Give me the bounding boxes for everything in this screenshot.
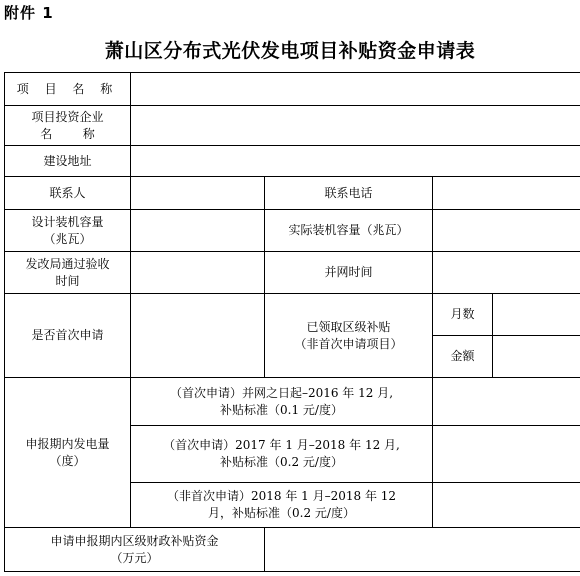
label-grid-time: 并网时间: [265, 252, 433, 294]
period-1-value[interactable]: [433, 378, 580, 426]
label-contact-phone: 联系电话: [265, 177, 433, 210]
address-value[interactable]: [131, 146, 580, 177]
subsidy-fund-value[interactable]: [265, 528, 580, 572]
actual-capacity-value[interactable]: [433, 210, 580, 252]
form-title: 萧山区分布式光伏发电项目补贴资金申请表: [104, 40, 476, 62]
label-generation: 申报期内发电量 （度）: [5, 378, 131, 528]
first-application-value[interactable]: [131, 294, 265, 378]
grid-time-value[interactable]: [433, 252, 580, 294]
table-row: [5, 106, 580, 146]
label-contact-person: 联系人: [5, 177, 131, 210]
label-received-subsidy: 已领取区级补贴 （非首次申请项目）: [265, 294, 433, 378]
label-actual-capacity: 实际装机容量（兆瓦）: [265, 210, 433, 252]
label-subsidy-fund: 申请申报期内区级财政补贴资金 （万元）: [5, 528, 265, 572]
label-acceptance-time: 发改局通过验收 时间: [5, 252, 131, 294]
label-first-application: 是否首次申请: [5, 294, 131, 378]
label-project-name: 项 目 名 称: [5, 73, 131, 106]
label-investor: 项目投资企业 名 称: [5, 106, 131, 146]
table-row: [5, 210, 580, 252]
period-3-label: （非首次申请）2018 年 1 月–2018 年 12 月，补贴标准（0.2 元/度）: [131, 483, 433, 528]
table-row: [5, 73, 580, 106]
amount-value[interactable]: [493, 336, 580, 378]
subsidy-application-table: [4, 72, 580, 572]
design-capacity-value[interactable]: [131, 210, 265, 252]
label-design-capacity: 设计装机容量 （兆瓦）: [5, 210, 131, 252]
period-2-value[interactable]: [433, 426, 580, 483]
table-row: [5, 528, 580, 572]
period-1-label: （首次申请）并网之日起–2016 年 12 月, 补贴标准（0.1 元/度）: [131, 378, 433, 426]
period-3-value[interactable]: [433, 483, 580, 528]
table-row: [5, 146, 580, 177]
label-amount: 金额: [433, 336, 493, 378]
acceptance-time-value[interactable]: [131, 252, 265, 294]
table-row: [5, 294, 580, 336]
label-months: 月数: [433, 294, 493, 336]
project-name-value[interactable]: [131, 73, 580, 106]
annex-label: 附件 1: [4, 4, 54, 22]
contact-person-value[interactable]: [131, 177, 265, 210]
table-row: [5, 252, 580, 294]
table-row: [5, 378, 580, 426]
period-2-label: （首次申请）2017 年 1 月–2018 年 12 月, 补贴标准（0.2 元/度）: [131, 426, 433, 483]
contact-phone-value[interactable]: [433, 177, 580, 210]
investor-value[interactable]: [131, 106, 580, 146]
label-address: 建设地址: [5, 146, 131, 177]
months-value[interactable]: [493, 294, 580, 336]
table-row: [5, 177, 580, 210]
